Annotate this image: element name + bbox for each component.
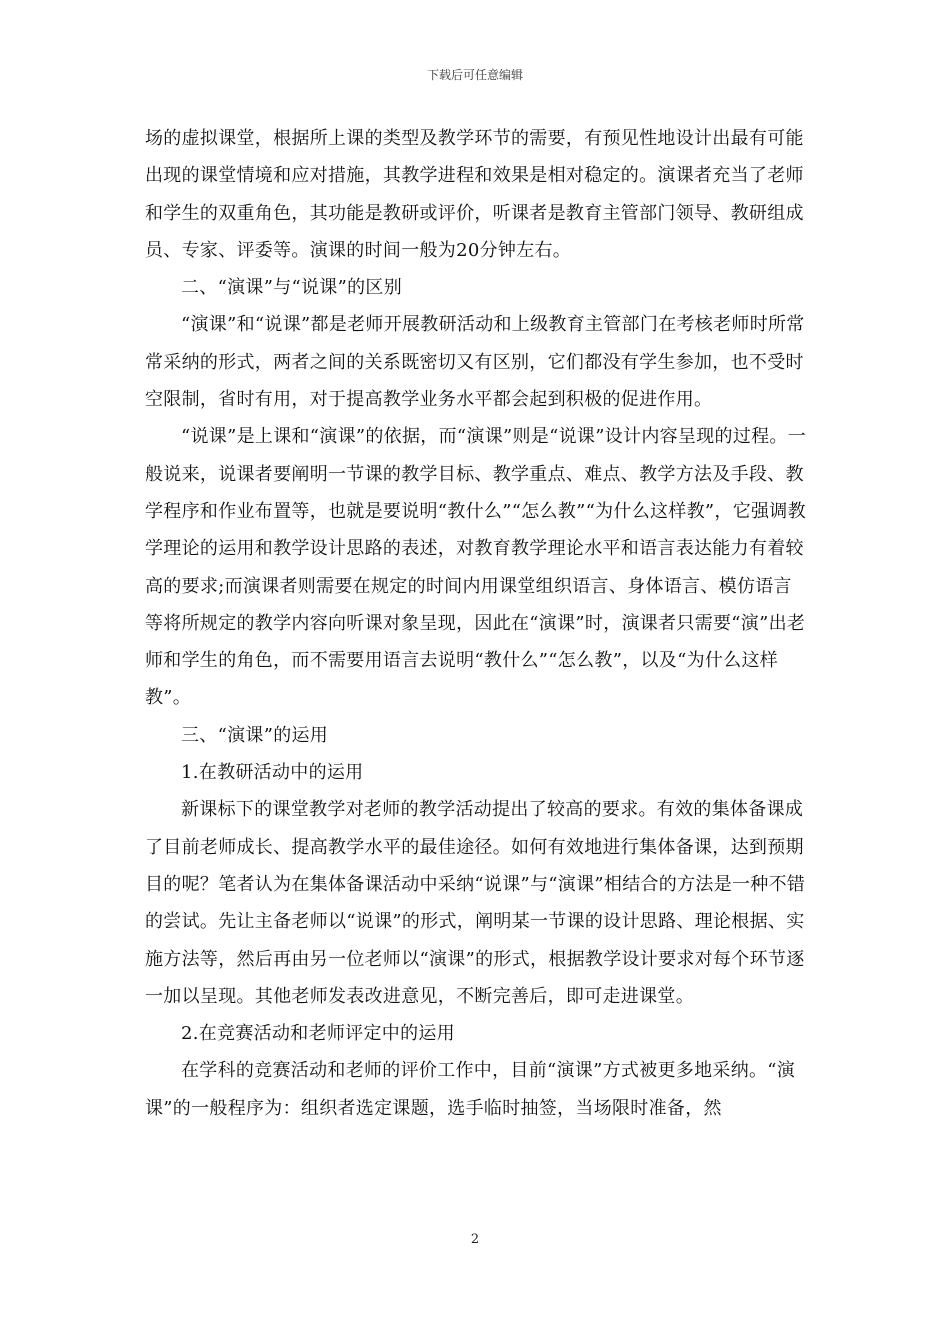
section-heading-2: 二、“演课”与“说课”的区别 (181, 277, 403, 299)
subsection-heading-1: 1.在教研活动中的运用 (181, 762, 364, 784)
document-body (145, 120, 810, 1127)
paragraph-continuation: 场的虚拟课堂，根据所上课的类型及教学环节的需要，有预见性地设计出最有可能出现的课堂情境和应对措施，其教学进程和效果是相对稳定的。演课者充当了老师和学生的双重角色，其功能是教研或评价，听课者是教育主管部门领导、教研组成员、专家、评委等。演课的时间一般为20分钟左右。 (145, 128, 804, 261)
paragraph: 在学科的竞赛活动和老师的评价工作中，目前“演课”方式被更多地采纳。“演课”的一般程序为：组织者选定课题，选手临时抽签，当场限时准备，然 (145, 1060, 796, 1119)
paragraph: “说课”是上课和“演课”的依据，而“演课”则是“说课”设计内容呈现的过程。一般说来，说课者要阐明一节课的教学目标、教学重点、难点、教学方法及手段、教学程序和作业布置等，也就是要说明“教什么”“怎么教”“为什么这样教”，它强调教学理论的运用和教学设计思路的表述，对教育教学理论水平和语言表达能力有着较高的要求;而演课者则需要在规定的时间内用课堂组织语言、身体语言、模仿语言等将所规定的教学内容向听课对象呈现，因此在“演课”时，演课者只需要“演”出老师和学生的角色，而不需要用语言去说明“教什么”“怎么教”，以及“为什么这样教”。 (145, 426, 807, 709)
subsection-heading-2: 2.在竞赛活动和老师评定中的运用 (181, 1023, 455, 1045)
page-number: 2 (470, 1232, 480, 1247)
paragraph: “演课”和“说课”都是老师开展教研活动和上级教育主管部门在考核老师时所常常采纳的形式，两者之间的关系既密切又有区别，它们都没有学生参加，也不受时空限制，省时有用，对于提高教学业务水平都会起到积极的促进作用。 (145, 314, 805, 411)
paragraph: 新课标下的课堂教学对老师的教学活动提出了较高的要求。有效的集体备课成了目前老师成长、提高教学水平的最佳途径。如何有效地进行集体备课，达到预期目的呢？笔者认为在集体备课活动中采纳“说课”与“演课”相结合的方法是一种不错的尝试。先让主备老师以“说课”的形式，阐明某一节课的设计思路、理论根据、实施方法等，然后再由另一位老师以“演课”的形式，根据教学设计要求对每个环节逐一加以呈现。其他老师发表改进意见，不断完善后，即可走进课堂。 (145, 799, 806, 1007)
page-header: 下载后可任意编辑 (426, 68, 523, 82)
section-heading-3: 三、“演课”的运用 (181, 724, 329, 746)
